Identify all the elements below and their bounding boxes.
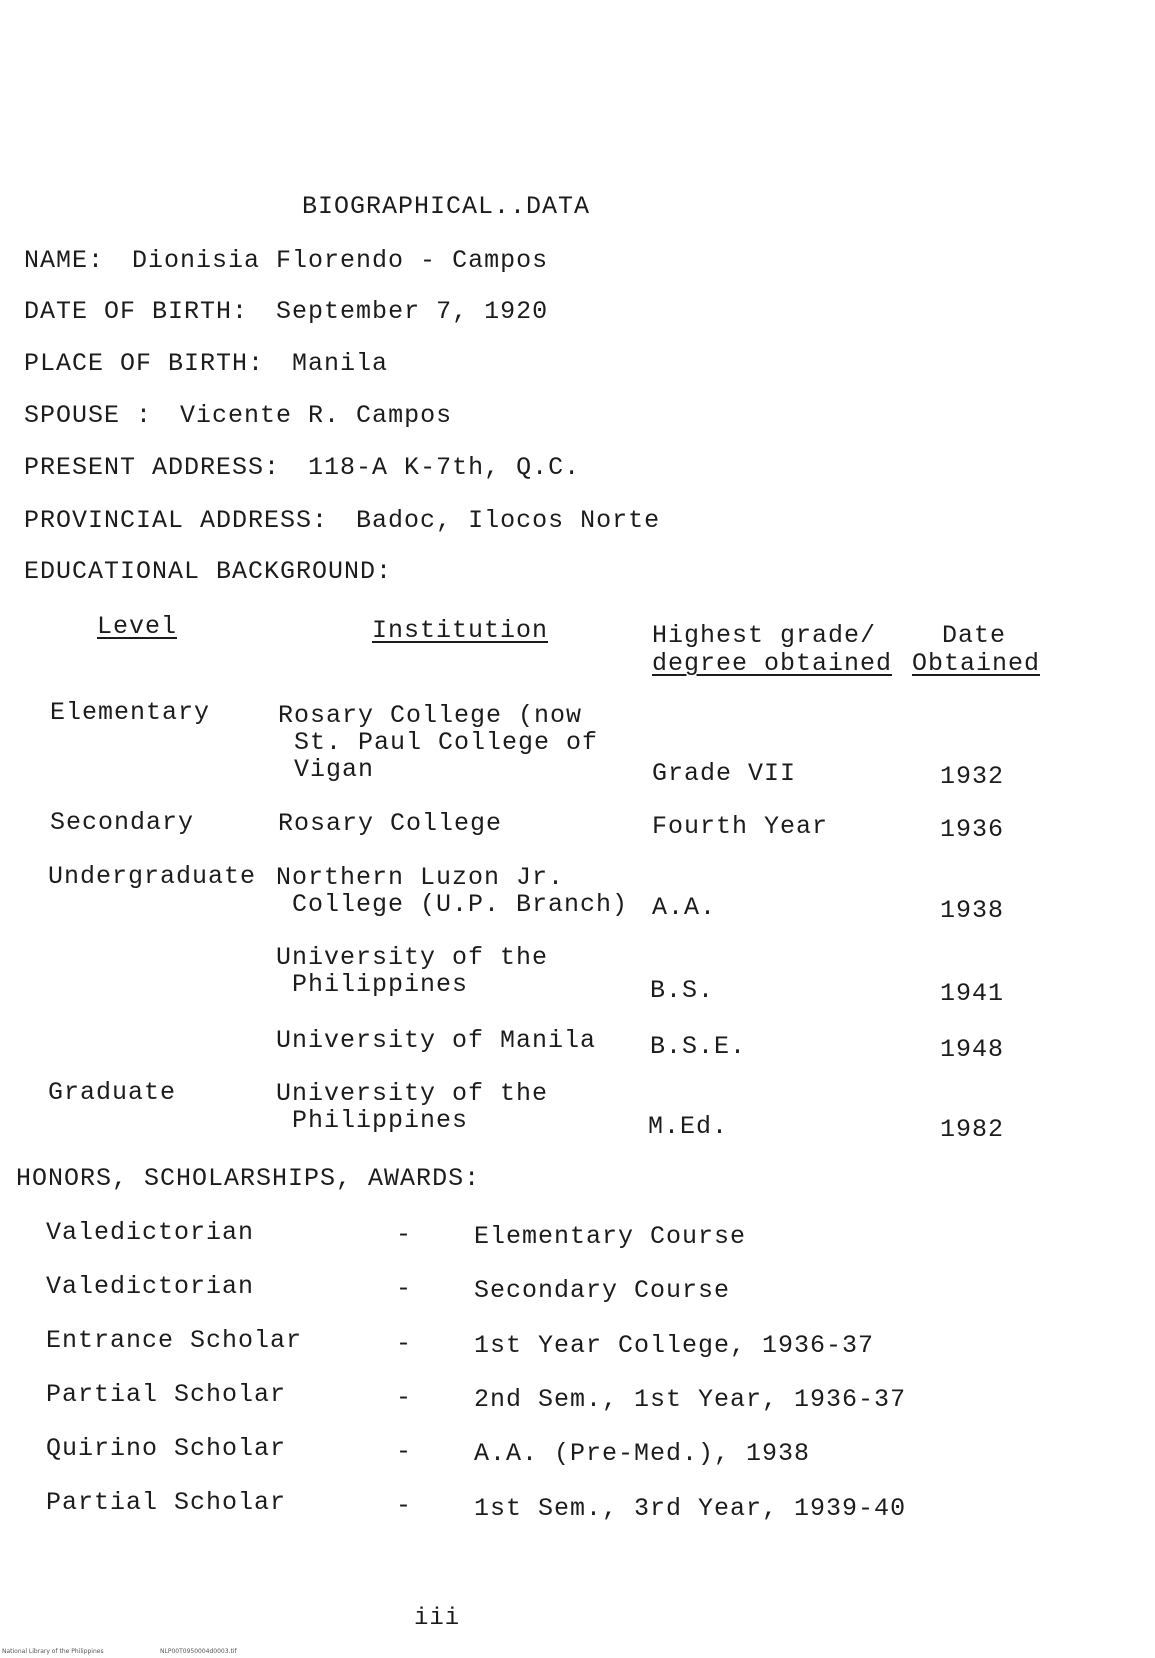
- column-header-degree: [652, 622, 892, 678]
- field-spouse: [24, 401, 452, 430]
- column-header-degree-line1: Highest grade/: [652, 621, 877, 650]
- column-header-institution: Institution: [372, 616, 549, 645]
- field-name-value: Dionisia Florendo - Campos: [132, 246, 549, 275]
- honor-name: Valedictorian: [46, 1218, 255, 1247]
- field-dob-label: DATE OF BIRTH:: [24, 297, 249, 326]
- field-provincial-address-label: PROVINCIAL ADDRESS:: [24, 506, 329, 535]
- education-row-year: 1982: [940, 1115, 1005, 1144]
- field-spouse-value: Vicente R. Campos: [180, 401, 453, 430]
- footer-library: National Library of the Philippines: [2, 1648, 104, 1655]
- honor-name: Partial Scholar: [46, 1380, 287, 1409]
- institution-line: Philippines: [276, 970, 469, 999]
- honor-name: Entrance Scholar: [46, 1326, 303, 1355]
- field-pob-value: Manila: [292, 349, 389, 378]
- honor-dash: -: [396, 1220, 413, 1249]
- education-row-institution: [278, 702, 598, 783]
- page-title: BIOGRAPHICAL..DATA: [302, 192, 591, 221]
- field-name: [24, 246, 548, 275]
- column-header-date-line2: Obtained: [912, 649, 1041, 678]
- field-present-address: [24, 453, 580, 482]
- education-row-degree: A.A.: [652, 893, 717, 922]
- honor-description: 1st Year College, 1936-37: [474, 1331, 875, 1360]
- education-row-institution: [276, 1080, 548, 1134]
- education-row-institution: [276, 1027, 596, 1054]
- field-name-label: NAME:: [24, 246, 105, 275]
- institution-line: Rosary College: [278, 809, 503, 838]
- field-spouse-label: SPOUSE :: [24, 401, 153, 430]
- education-row-degree: Grade VII: [652, 759, 797, 788]
- honor-description: Elementary Course: [474, 1222, 747, 1251]
- honor-dash: -: [396, 1383, 413, 1412]
- honor-name: Partial Scholar: [46, 1488, 287, 1517]
- institution-line: Philippines: [276, 1106, 469, 1135]
- education-row-degree: B.S.: [650, 976, 715, 1005]
- institution-line: Northern Luzon Jr.: [276, 863, 565, 892]
- education-row-level: Elementary: [50, 698, 211, 727]
- honor-description: A.A. (Pre-Med.), 1938: [474, 1439, 811, 1468]
- field-date-of-birth: [24, 297, 548, 326]
- institution-line: Rosary College (now: [278, 701, 583, 730]
- education-row-institution: [276, 864, 628, 918]
- field-pob-label: PLACE OF BIRTH:: [24, 349, 265, 378]
- column-header-level: Level: [97, 612, 178, 641]
- institution-line: University of Manila: [276, 1026, 597, 1055]
- education-row-degree: Fourth Year: [652, 812, 829, 841]
- institution-line: Vigan: [278, 755, 375, 784]
- education-row-degree: M.Ed.: [648, 1112, 729, 1141]
- education-row-year: 1941: [940, 979, 1005, 1008]
- honor-name: Quirino Scholar: [46, 1434, 287, 1463]
- education-row-institution: [276, 944, 548, 998]
- institution-line: College (U.P. Branch): [276, 890, 629, 919]
- honor-dash: -: [396, 1274, 413, 1303]
- column-header-date: [912, 622, 1040, 678]
- honor-description: 2nd Sem., 1st Year, 1936-37: [474, 1385, 907, 1414]
- field-place-of-birth: [24, 349, 388, 378]
- institution-line: University of the: [276, 943, 549, 972]
- honor-description: 1st Sem., 3rd Year, 1939-40: [474, 1494, 907, 1523]
- field-dob-value: September 7, 1920: [276, 297, 549, 326]
- institution-line: University of the: [276, 1079, 549, 1108]
- footer-file: NLP00T0950004d0003.tif: [160, 1648, 237, 1655]
- education-row-level: Secondary: [50, 808, 195, 837]
- institution-line: St. Paul College of: [278, 728, 599, 757]
- column-header-degree-line2: degree obtained: [652, 649, 893, 678]
- education-row-year: 1932: [940, 762, 1005, 791]
- education-row-year: 1938: [940, 896, 1005, 925]
- education-row-level: Undergraduate: [48, 862, 257, 891]
- field-present-address-label: PRESENT ADDRESS:: [24, 453, 281, 482]
- education-row-year: 1936: [940, 815, 1005, 844]
- honor-dash: -: [396, 1329, 413, 1358]
- page-number: iii: [414, 1605, 461, 1632]
- education-row-year: 1948: [940, 1035, 1005, 1064]
- column-header-date-line1: Date: [942, 621, 1007, 650]
- honors-heading: HONORS, SCHOLARSHIPS, AWARDS:: [16, 1164, 481, 1193]
- education-row-level: Graduate: [48, 1078, 177, 1107]
- honor-dash: -: [396, 1491, 413, 1520]
- honor-dash: -: [396, 1437, 413, 1466]
- honor-description: Secondary Course: [474, 1276, 731, 1305]
- field-provincial-address: [24, 506, 660, 535]
- field-present-address-value: 118-A K-7th, Q.C.: [308, 453, 581, 482]
- education-row-degree: B.S.E.: [650, 1032, 747, 1061]
- education-row-institution: [278, 810, 502, 837]
- honor-name: Valedictorian: [46, 1272, 255, 1301]
- field-provincial-address-value: Badoc, Ilocos Norte: [356, 506, 661, 535]
- education-heading: EDUCATIONAL BACKGROUND:: [24, 557, 393, 586]
